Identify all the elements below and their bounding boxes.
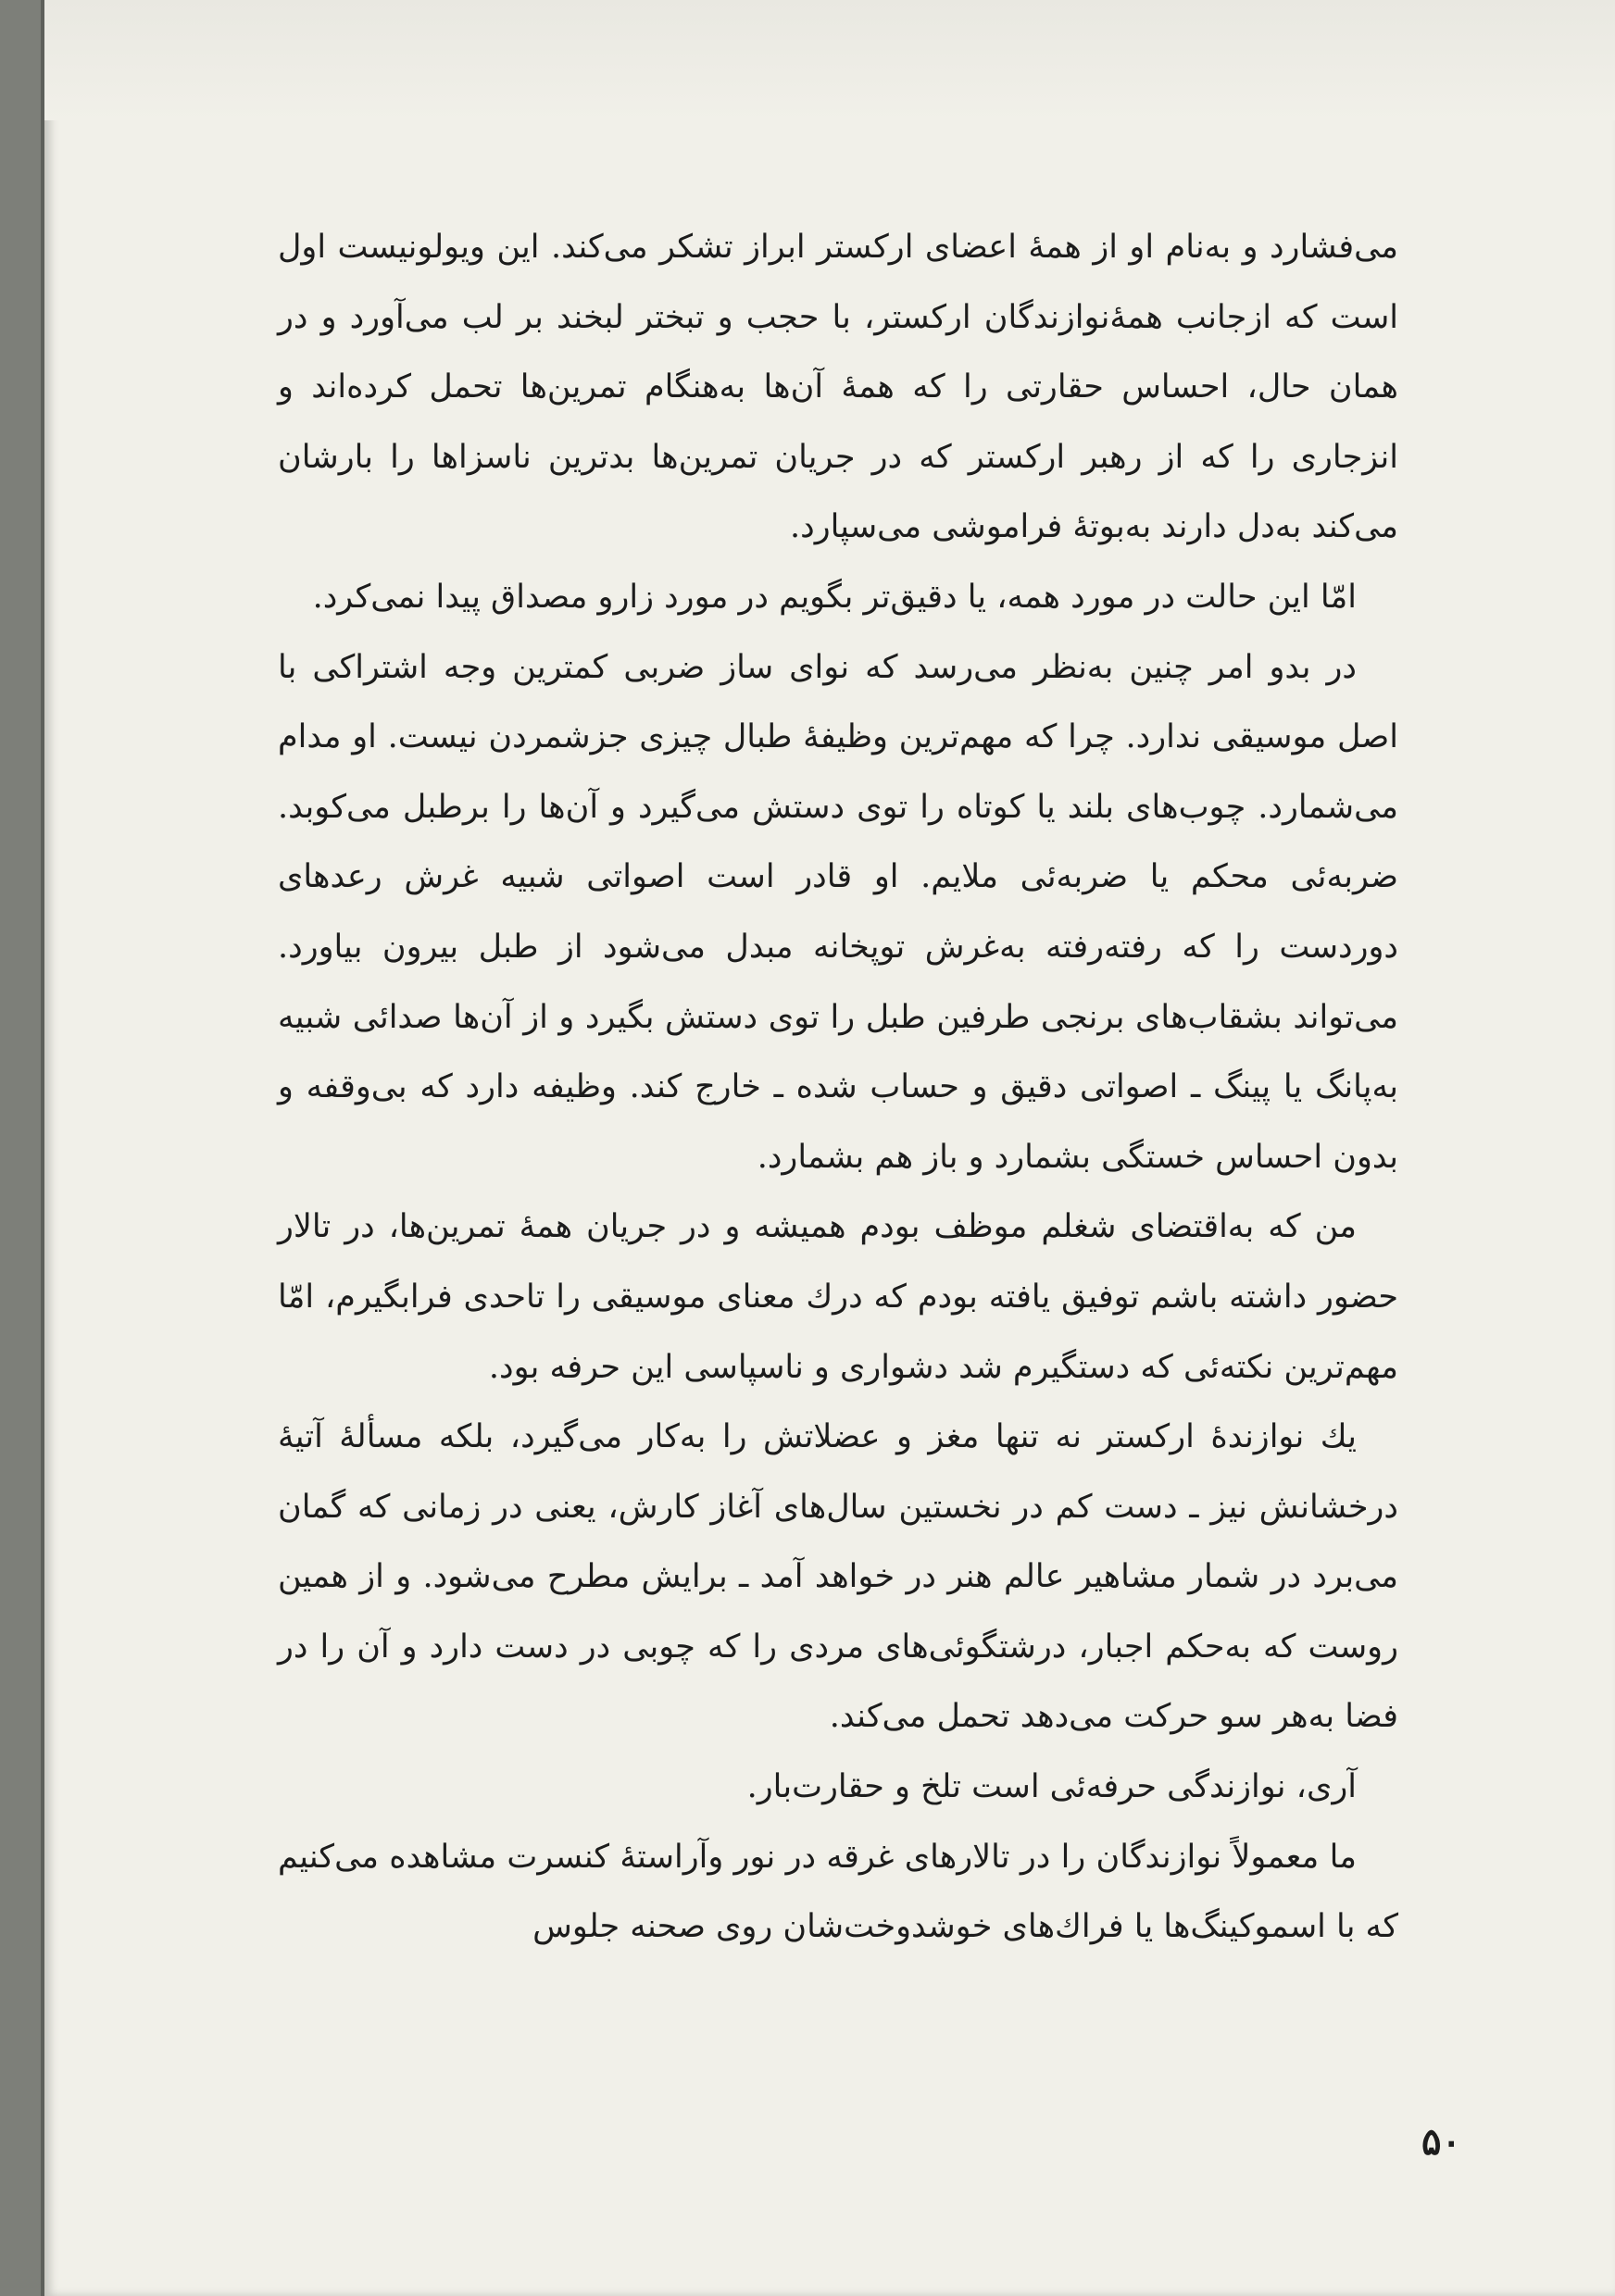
paragraph-6: آری، نوازندگی حرفه‌ئی است تلخ و حقارت‌بار. xyxy=(746,1768,1357,1806)
paragraph-7: ما معمولاً نوازندگان را در تالارهای غرقه در نور وآراستهٔ کنسرت مشاهده می‌کنیم که با اسموکینگ‌ها یا فراك‌های خوشدوخت‌شان روی صحنه جلوس xyxy=(278,1838,1398,1946)
paragraph-3: در بدو امر چنین به‌نظر می‌رسد که نوای ساز ضربی کمترین وجه اشتراکی با اصل موسیقی ندارد. چرا که مهم‌ترین وظیفهٔ طبال چیزی جزشمردن نیست. او مدام می‌شمارد. چوب‌های بلند یا کوتاه را توی دستش می‌گیرد و آن‌ها را برطبل می‌کوبد. ضربه‌ئی محکم یا ضربه‌ئی ملایم. او قادر است اصواتی شبیه غرش رعدهای دوردست را که رفته‌رفته به‌غرش توپخانه مبدل می‌شود از طبل بیرون بیاورد. می‌تواند بشقاب‌های برنجی طرفین طبل را توی دستش بگیرد و از آن‌ها صدائی شبیه به‌پانگ یا پینگ ـ اصواتی دقیق و حساب شده ـ خارج کند. وظیفه دارد که بی‌وقفه و بدون احساس خستگی بشمارد و باز هم بشمارد. xyxy=(278,648,1398,1176)
paragraph-5: یك نوازندهٔ ارکستر نه تنها مغز و عضلاتش را به‌کار می‌گیرد، بلکه مسألهٔ آتیهٔ درخشانش نیز ـ دست کم در نخستین سال‌های آغاز کارش، یعنی در زمانی که گمان می‌برد در شمار مشاهیر عالم هنر در خواهد آمد ـ برایش مطرح می‌شود. و از همین روست که به‌حکم اجبار، درشتگوئی‌های مردی را که چوبی در دست دارد و آن را در فضا به‌هر سو حرکت می‌دهد تحمل می‌کند. xyxy=(278,1418,1398,1736)
paragraph-1: می‌فشارد و به‌نام او از همهٔ اعضای ارکستر ابراز تشکر می‌کند. این ویولونیست اول است که ازجانب همهٔ‌نوازندگان ارکستر، با حجب و تبختر لبخند بر لب می‌آورد و در همان حال، احساس حقارتی را که همهٔ آن‌ها به‌هنگام تمرین‌ها تحمل کرده‌اند و انزجاری را که از رهبر ارکستر که در جریان تمرین‌ها بدترین ناسزاها را بارشان می‌کند به‌دل دارند به‌بوتهٔ فراموشی می‌سپارد. xyxy=(278,229,1398,546)
body-text xyxy=(278,213,1398,1963)
page-number: ۵۰ xyxy=(1421,2120,1461,2164)
paragraph-2: امّا این حالت در مورد همه، یا دقیق‌تر بگویم در مورد زارو مصداق پیدا نمی‌کرد. xyxy=(312,578,1357,616)
page-top-band xyxy=(44,0,1615,120)
paragraph-4: من که به‌اقتضای شغلم موظف بودم همیشه و در جریان همهٔ تمرین‌ها، در تالار حضور داشته باشم توفیق یافته بودم که درك معنای موسیقی را تاحدی فرابگیرم، امّا مهم‌ترین نکته‌ئی که دستگیرم شد دشواری و ناسپاسی این حرفه بود. xyxy=(278,1208,1398,1386)
